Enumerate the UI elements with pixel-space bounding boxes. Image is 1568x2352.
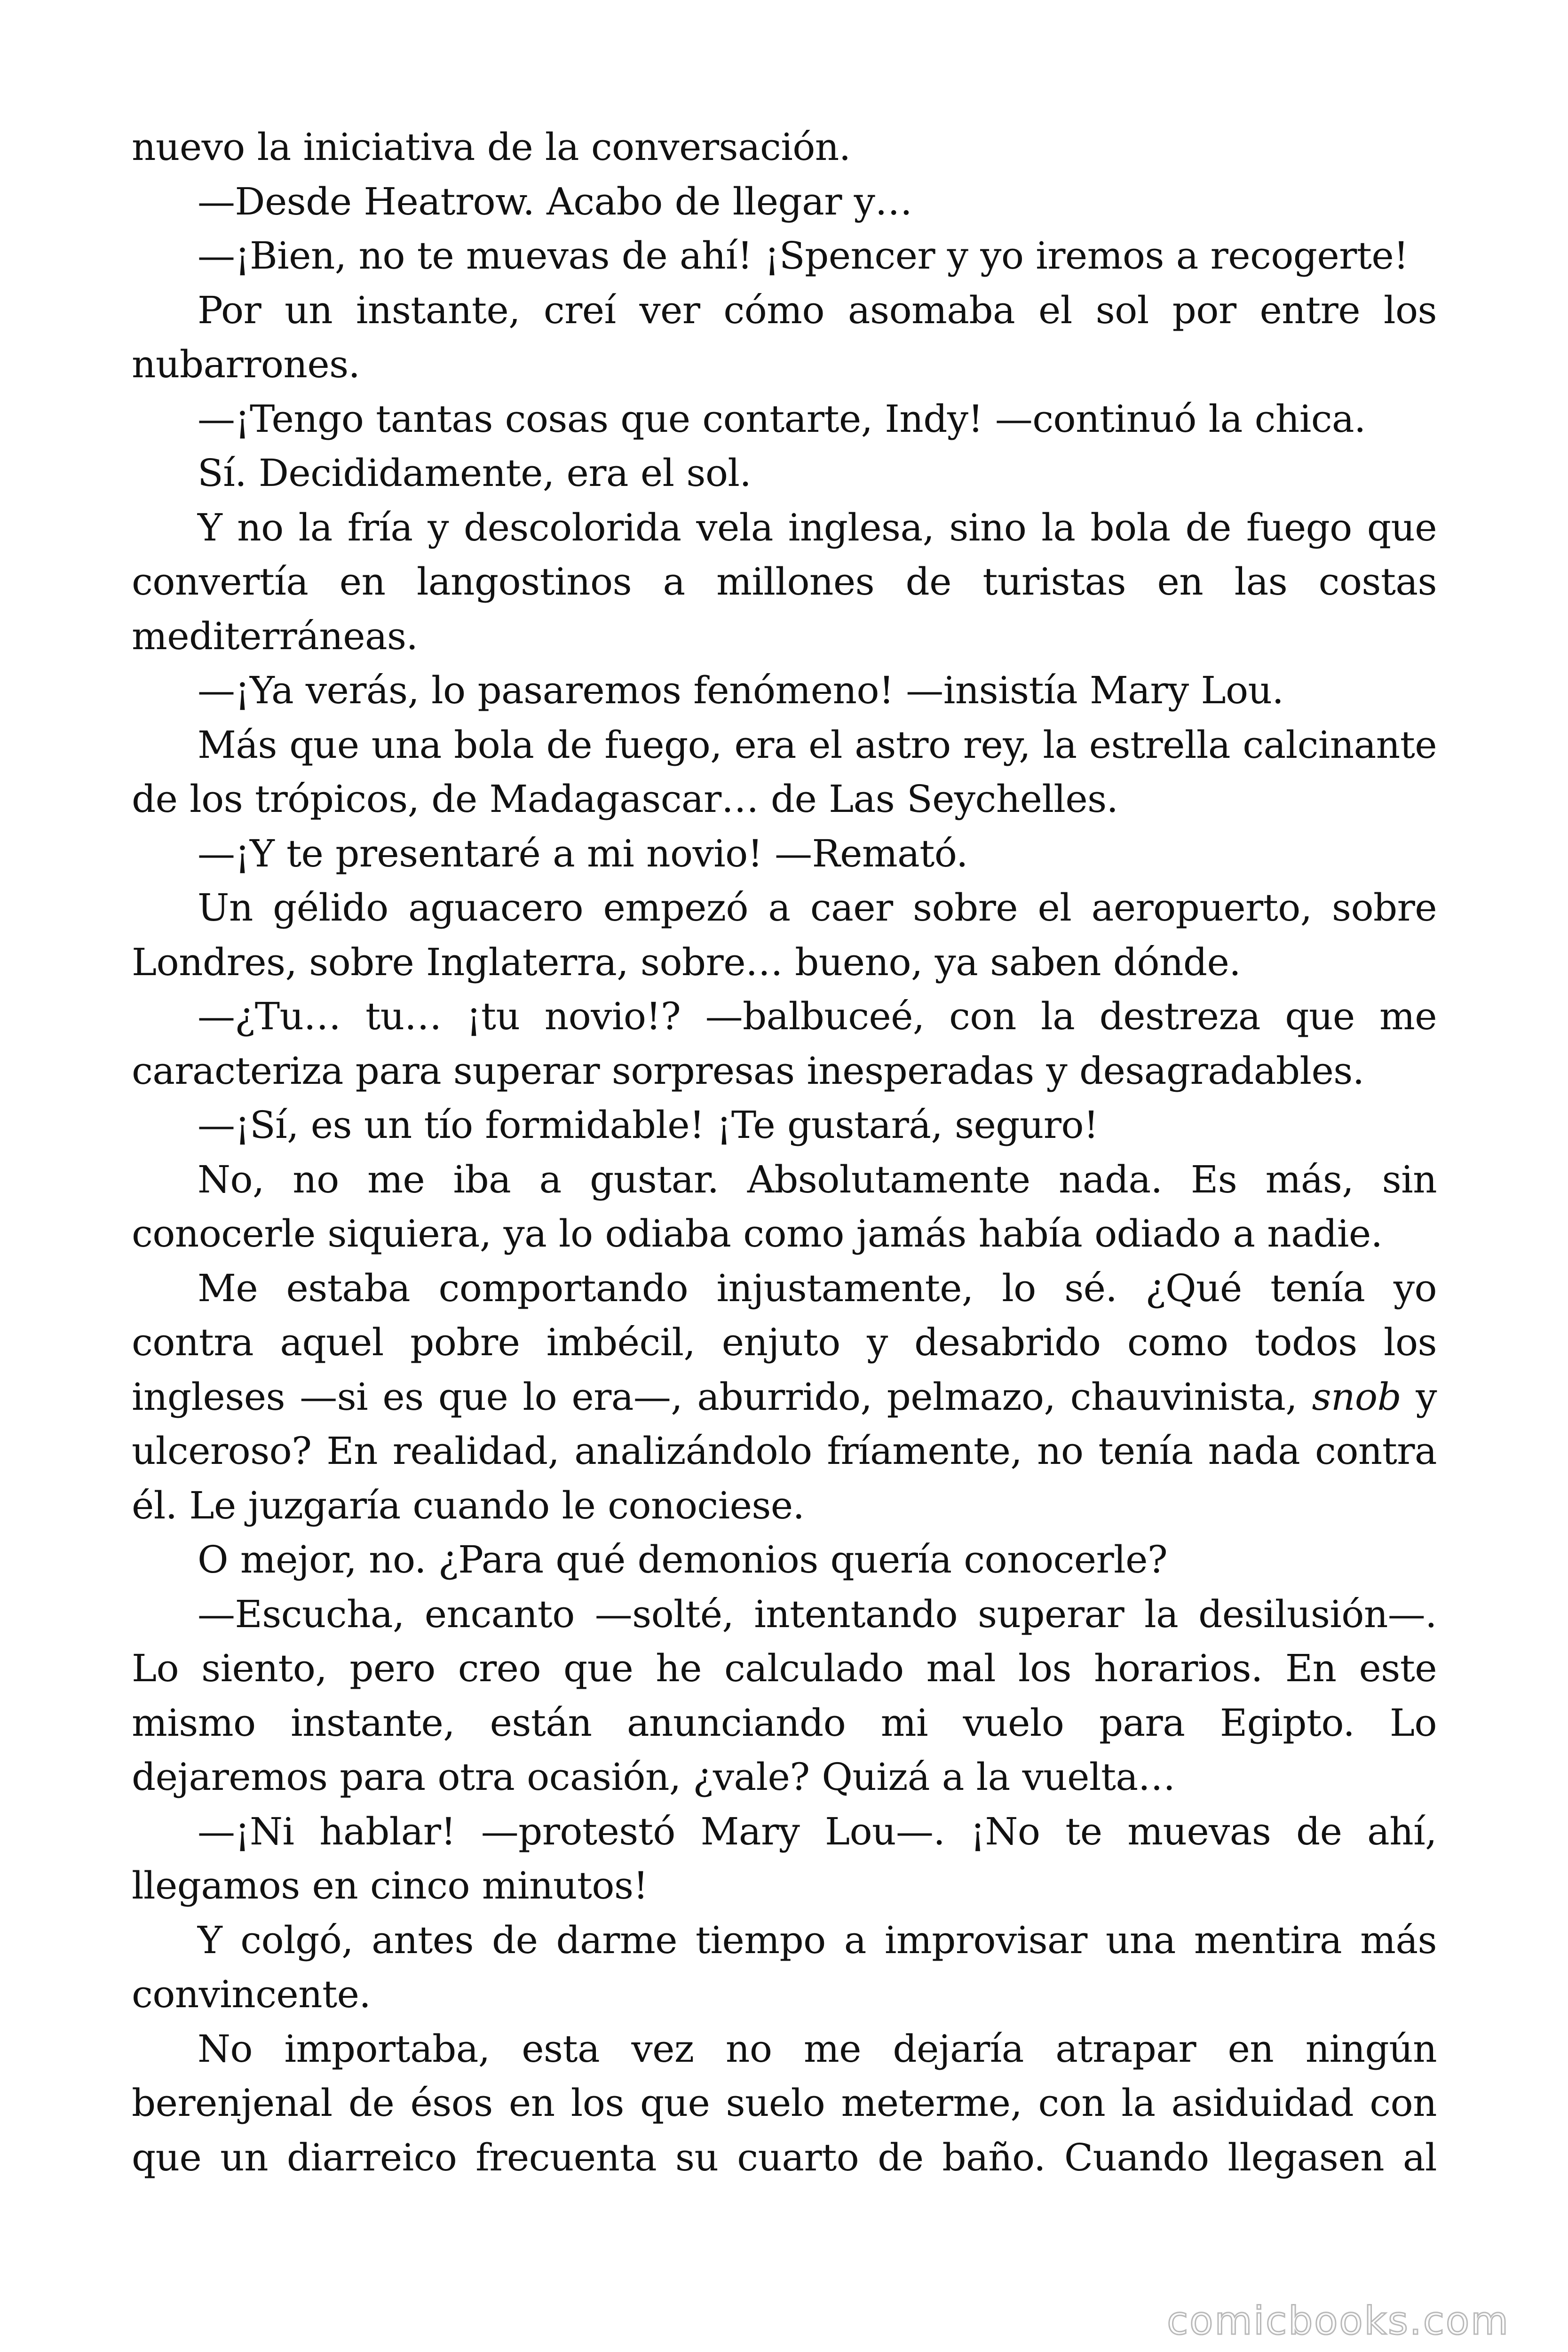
paragraph: —¡Bien, no te muevas de ahí! ¡Spencer y yo iremos a recogerte! bbox=[198, 234, 1409, 278]
paragraph-text: y ulceroso? En realidad, analizándolo fríamente, no tenía nada contra él. Le juzgaría cuando le conociese. bbox=[132, 1375, 1437, 1527]
paragraph-text: Me estaba comportando injustamente, lo sé. ¿Qué tenía yo contra aquel pobre imbécil, enjuto y desabrido como todos los ingleses —si es que lo era—, aburrido, pelmazo, chauvinista, bbox=[132, 1266, 1437, 1419]
paragraph: O mejor, no. ¿Para qué demonios quería conocerle? bbox=[198, 1538, 1168, 1581]
paragraph: Más que una bola de fuego, era el astro rey, la estrella calcinante de los trópicos, de Madagascar… de Las Seychelles. bbox=[132, 723, 1437, 821]
paragraph: No importaba, esta vez no me dejaría atrapar en ningún berenjenal de ésos en los que suelo meterme, con la asiduidad con que un diarreico frecuenta su cuarto de baño. Cuando llegasen al bbox=[132, 2026, 1437, 2179]
page-body bbox=[132, 120, 1437, 2185]
italic-word: snob bbox=[1312, 1375, 1402, 1419]
paragraph: No, no me iba a gustar. Absolutamente nada. Es más, sin conocerle siquiera, ya lo odiaba como jamás había odiado a nadie. bbox=[132, 1157, 1437, 1255]
paragraph: —¡Ya verás, lo pasaremos fenómeno! —insistía Mary Lou. bbox=[198, 668, 1284, 712]
paragraph: Y colgó, antes de darme tiempo a improvisar una mentira más convincente. bbox=[132, 1918, 1437, 2016]
paragraph: Por un instante, creí ver cómo asomaba el sol por entre los nubarrones. bbox=[132, 288, 1437, 386]
watermark: comicbooks.com bbox=[1167, 2299, 1510, 2344]
paragraph: —¡Sí, es un tío formidable! ¡Te gustará, seguro! bbox=[198, 1103, 1099, 1147]
paragraph: —Escucha, encanto —solté, intentando superar la desilusión—. Lo siento, pero creo que he calculado mal los horarios. En este mismo instante, están anunciando mi vuelo para Egipto. Lo dejaremos para otra ocasión, ¿vale? Quizá a la vuelta… bbox=[132, 1592, 1437, 1799]
paragraph: —¿Tu… tu… ¡tu novio!? —balbuceé, con la destreza que me caracteriza para superar sorpresas inesperadas y desagradables. bbox=[132, 994, 1437, 1093]
paragraph bbox=[132, 1261, 1437, 1533]
paragraph: —¡Tengo tantas cosas que contarte, Indy! —continuó la chica. bbox=[198, 397, 1366, 441]
paragraph: Un gélido aguacero empezó a caer sobre el aeropuerto, sobre Londres, sobre Inglaterra, sobre… bueno, ya saben dónde. bbox=[132, 886, 1437, 984]
paragraph: Y no la fría y descolorida vela inglesa, sino la bola de fuego que convertía en langostinos a millones de turistas en las costas mediterráneas. bbox=[132, 505, 1437, 658]
paragraph: —¡Y te presentaré a mi novio! —Remató. bbox=[198, 831, 968, 875]
paragraph: Sí. Decididamente, era el sol. bbox=[198, 451, 752, 495]
paragraph: nuevo la iniciativa de la conversación. bbox=[132, 125, 851, 169]
paragraph: —Desde Heatrow. Acabo de llegar y… bbox=[198, 179, 912, 223]
paragraph: —¡Ni hablar! —protestó Mary Lou—. ¡No te muevas de ahí, llegamos en cinco minutos! bbox=[132, 1809, 1437, 1907]
